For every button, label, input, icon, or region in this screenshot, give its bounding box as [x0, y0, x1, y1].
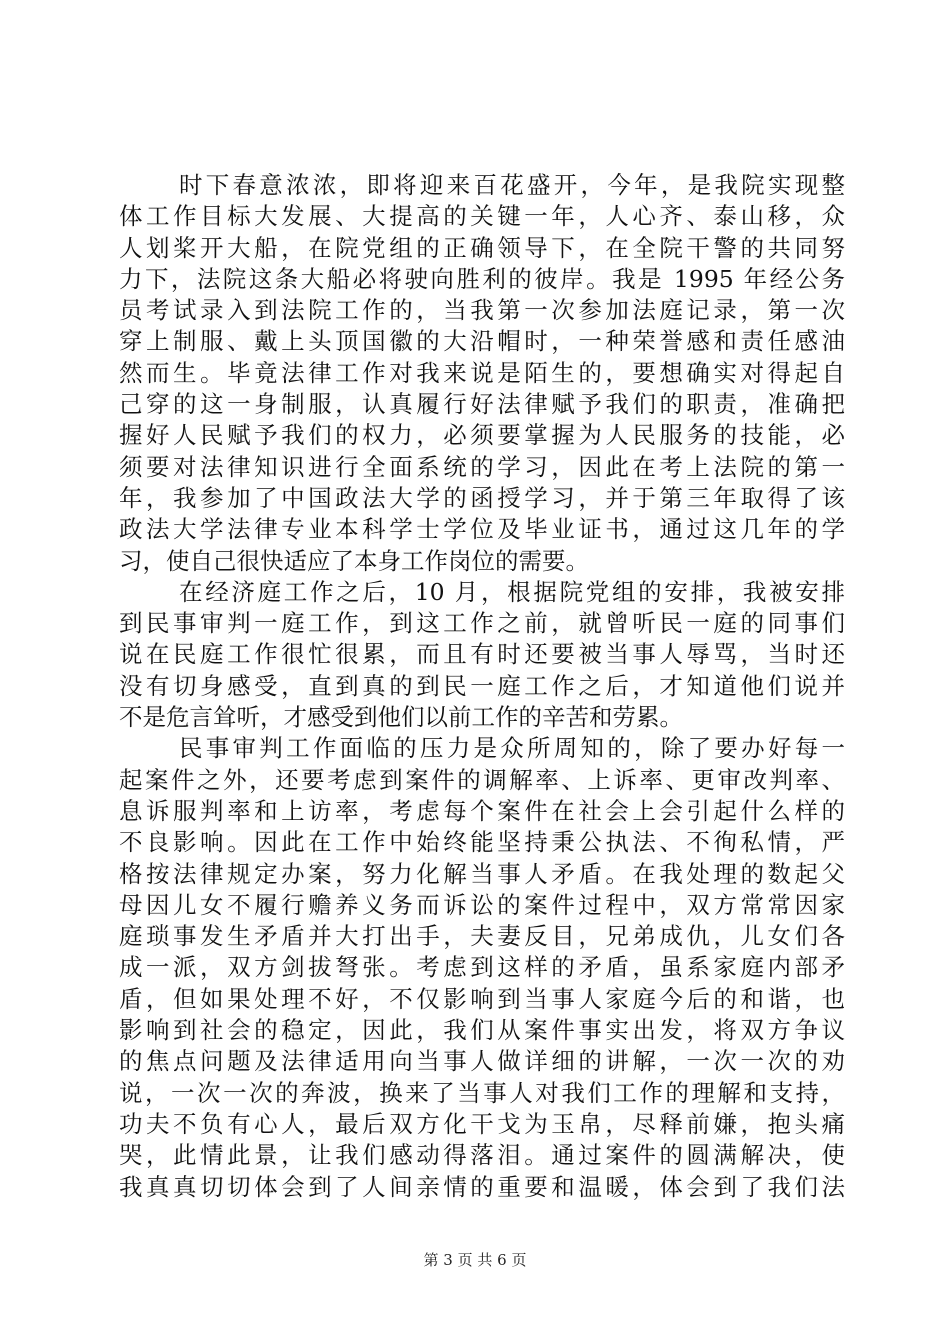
text-line: 员考试录入到法院工作的，当我第一次参加法庭记录，第一次 [119, 296, 845, 325]
text-line: 习，使自己很快适应了本身工作岗位的需要。 [119, 546, 589, 575]
text-line: 我真真切切体会到了人间亲情的重要和温暖，体会到了我们法 [119, 1172, 845, 1201]
text-line: 己穿的这一身制服，认真履行好法律赋予我们的职责，准确把 [119, 390, 845, 419]
text-line: 的焦点问题及法律适用向当事人做详细的讲解，一次一次的劝 [119, 1047, 845, 1076]
page-number-footer: 第 3 页 共 6 页 [423, 1251, 527, 1269]
text-line: 格按法律规定办案，努力化解当事人矛盾。在我处理的数起父 [119, 859, 845, 888]
text-line: 到民事审判一庭工作，到这工作之前，就曾听民一庭的同事们 [119, 609, 845, 638]
text-line: 然而生。毕竟法律工作对我来说是陌生的，要想确实对得起自 [119, 358, 845, 387]
text-line: 盾，但如果处理不好，不仅影响到当事人家庭今后的和谐，也 [119, 984, 845, 1013]
text-line: 庭琐事发生矛盾并大打出手，夫妻反目，兄弟成仇，儿女们各 [119, 922, 845, 951]
paragraph [119, 577, 845, 733]
text-line: 没有切身感受，直到真的到民一庭工作之后，才知道他们说并 [119, 671, 845, 700]
text-line: 体工作目标大发展、大提高的关键一年，人心齐、泰山移，众 [119, 202, 845, 231]
text-line: 年，我参加了中国政法大学的函授学习，并于第三年取得了该 [119, 483, 845, 512]
text-line: 在经济庭工作之后，10 月，根据院党组的安排，我被安排 [179, 577, 845, 606]
text-line: 人划桨开大船，在院党组的正确领导下，在全院干警的共同努 [119, 233, 845, 262]
text-line: 母因儿女不履行赡养义务而诉讼的案件过程中，双方常常因家 [119, 890, 845, 919]
text-line: 政法大学法律专业本科学士学位及毕业证书，通过这几年的学 [119, 515, 845, 544]
text-line: 功夫不负有心人，最后双方化干戈为玉帛，尽释前嫌，抱头痛 [119, 1109, 845, 1138]
text-line: 力下，法院这条大船必将驶向胜利的彼岸。我是 1995 年经公务 [119, 264, 845, 293]
paragraph [119, 170, 845, 577]
text-line: 影响到社会的稳定，因此，我们从案件事实出发，将双方争议 [119, 1016, 845, 1045]
text-line: 哭，此情此景，让我们感动得落泪。通过案件的圆满解决，使 [119, 1141, 845, 1170]
text-line: 民事审判工作面临的压力是众所周知的，除了要办好每一 [179, 734, 845, 763]
text-line: 穿上制服、戴上头顶国徽的大沿帽时，一种荣誉感和责任感油 [119, 327, 845, 356]
text-line: 须要对法律知识进行全面系统的学习，因此在考上法院的第一 [119, 452, 845, 481]
text-line: 说在民庭工作很忙很累，而且有时还要被当事人辱骂，当时还 [119, 640, 845, 669]
text-line: 时下春意浓浓，即将迎来百花盛开，今年，是我院实现整 [179, 171, 845, 199]
text-line: 成一派，双方剑拔弩张。考虑到这样的矛盾，虽系家庭内部矛 [119, 953, 845, 982]
body-text [119, 170, 845, 1203]
text-line: 握好人民赋予我们的权力，必须要掌握为人民服务的技能，必 [119, 421, 845, 450]
text-line: 不是危言耸听，才感受到他们以前工作的辛苦和劳累。 [119, 703, 683, 732]
text-line: 不良影响。因此在工作中始终能坚持秉公执法、不徇私情，严 [119, 828, 845, 857]
paragraph [119, 733, 845, 1202]
text-line: 说，一次一次的奔波，换来了当事人对我们工作的理解和支持， [119, 1078, 845, 1107]
text-line: 息诉服判率和上访率，考虑每个案件在社会上会引起什么样的 [119, 796, 845, 825]
text-line: 起案件之外，还要考虑到案件的调解率、上诉率、更审改判率、 [119, 765, 845, 794]
